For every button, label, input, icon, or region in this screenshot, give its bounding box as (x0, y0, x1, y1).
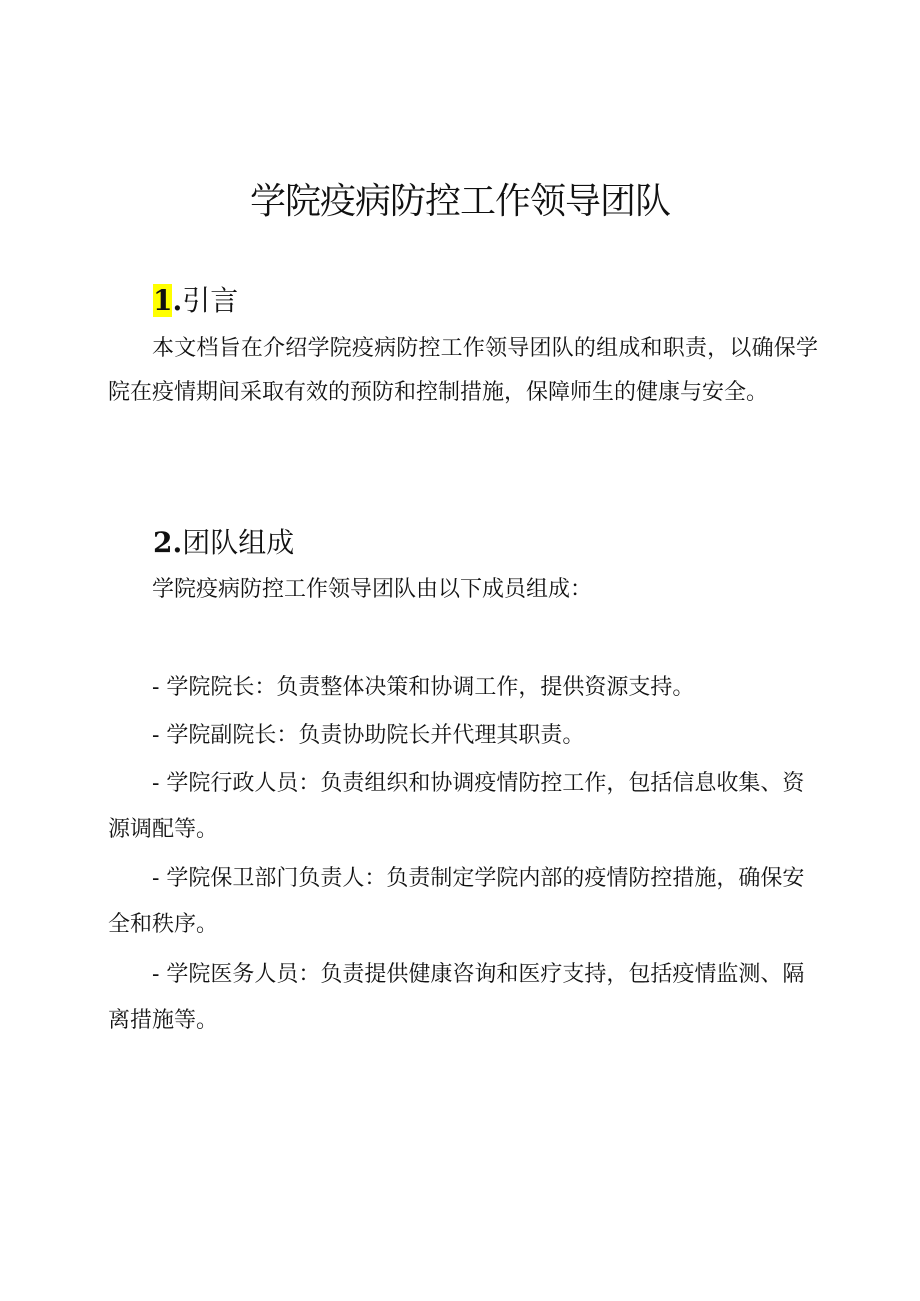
list-item: - 学院院长：负责整体决策和协调工作，提供资源支持。 (152, 675, 695, 700)
section-heading-text: 团队组成 (182, 526, 295, 559)
highlighted-number: 1 (153, 284, 173, 317)
section-number-dot: . (172, 284, 183, 317)
section-heading-team (153, 522, 294, 564)
list-item: - 学院医务人员：负责提供健康咨询和医疗支持，包括疫情监测、隔离措施等。 (108, 962, 805, 1033)
list-item: - 学院行政人员：负责组织和协调疫情防控工作，包括信息收集、资源调配等。 (108, 771, 805, 842)
team-intro-paragraph: 学院疫病防控工作领导团队由以下成员组成： (152, 577, 593, 602)
section-number: 2. (153, 526, 183, 559)
section-heading-intro (153, 280, 238, 322)
section-number (153, 284, 182, 317)
list-item: - 学院保卫部门负责人：负责制定学院内部的疫情防控措施，确保安全和秩序。 (108, 866, 805, 937)
document-title: 学院疫病防控工作领导团队 (249, 181, 670, 222)
section-heading-text: 引言 (182, 284, 239, 317)
intro-paragraph: 本文档旨在介绍学院疫病防控工作领导团队的组成和职责，以确保学院在疫情期间采取有效的预防和控制措施，保障师生的健康与安全。 (108, 336, 818, 405)
list-item: - 学院副院长：负责协助院长并代理其职责。 (152, 723, 585, 748)
